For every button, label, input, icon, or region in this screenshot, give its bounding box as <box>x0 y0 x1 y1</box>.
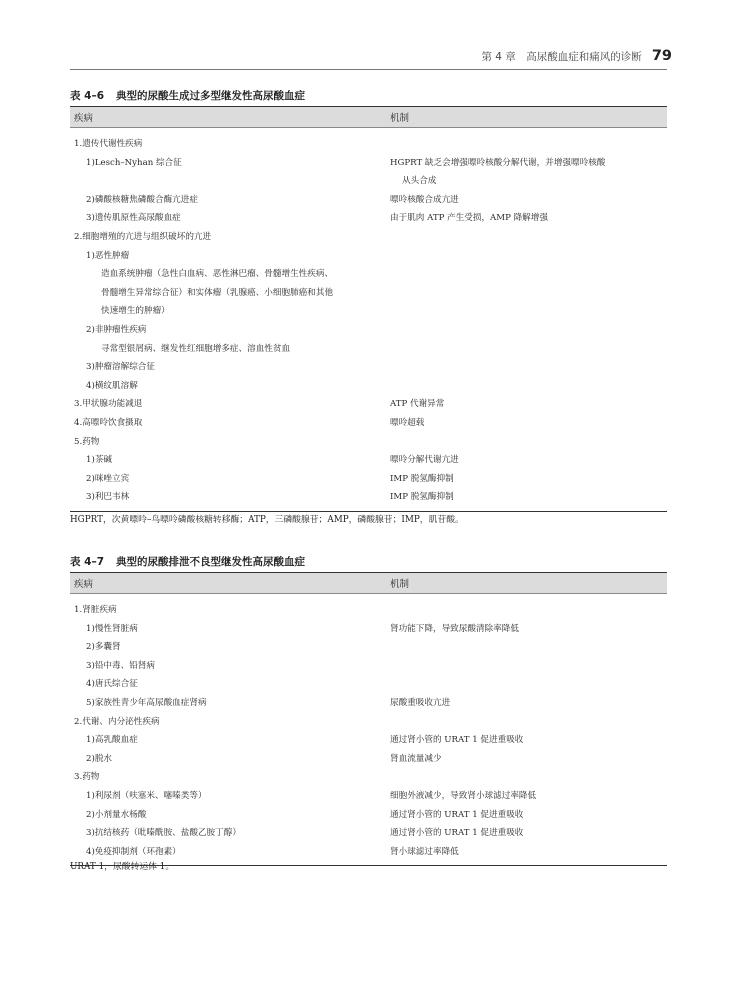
column-header-disease: 疾病 <box>74 579 94 590</box>
table-row <box>70 730 667 749</box>
mechanism-cell: 细胞外液减少，导致肾小球滤过率降低 <box>390 790 537 801</box>
disease-cell: 1.肾脏疾病 <box>74 605 117 615</box>
table-row <box>70 487 667 506</box>
mechanism-cell: 肾小球滤过率降低 <box>390 846 459 857</box>
mechanism-cell: IMP 脱氢酶抑制 <box>390 492 454 503</box>
table-row <box>70 637 667 656</box>
table-row <box>70 749 667 768</box>
table-header <box>70 572 667 594</box>
table-row <box>70 432 667 451</box>
table-row <box>70 264 667 283</box>
disease-cell: 3)肿瘤溶解综合征 <box>86 362 155 373</box>
disease-cell: 2)磷酸核糖焦磷酸合酶亢进症 <box>86 194 198 205</box>
disease-cell: 2.代谢、内分泌性疾病 <box>74 716 160 727</box>
disease-cell: 2)咪唑立宾 <box>86 473 130 484</box>
table-row <box>70 171 667 190</box>
mechanism-cell: 肾血流量减少 <box>390 753 442 764</box>
table-row <box>70 208 667 227</box>
table-row <box>70 190 667 209</box>
mechanism-cell: 通过肾小管的 URAT 1 促进重吸收 <box>390 735 524 746</box>
disease-cell: 1)利尿剂（呋塞米、噻嗪类等） <box>86 790 207 801</box>
disease-cell: 2)脱水 <box>86 753 113 764</box>
table-number: 表 4–6 <box>70 90 105 102</box>
table-row <box>70 786 667 805</box>
disease-cell: 造血系统肿瘤（急性白血病、恶性淋巴瘤、骨髓增生性疾病、 <box>101 269 334 280</box>
disease-cell: 1)Lesch–Nyhan 综合征 <box>86 157 182 168</box>
disease-cell: 快速增生的肿瘤） <box>101 306 170 317</box>
table-row <box>70 469 667 488</box>
header-rule <box>70 69 667 70</box>
mechanism-cell: 通过肾小管的 URAT 1 促进重吸收 <box>390 809 524 820</box>
table-row <box>70 376 667 395</box>
table-body <box>70 128 667 512</box>
table-row <box>70 320 667 339</box>
mechanism-cell: 从头合成 <box>402 176 437 187</box>
table-row <box>70 339 667 358</box>
disease-cell: 3)抗结核药（吡嗪酰胺、盐酸乙胺丁醇） <box>86 828 241 839</box>
table-row <box>70 394 667 413</box>
table-row <box>70 246 667 265</box>
table-row <box>70 693 667 712</box>
disease-cell: 1)慢性肾脏病 <box>86 623 138 634</box>
disease-cell: 2)非肿瘤性疾病 <box>86 324 147 335</box>
table-row <box>70 413 667 432</box>
table-caption <box>70 552 667 572</box>
table-title: 典型的尿酸生成过多型继发性高尿酸血症 <box>116 90 306 102</box>
table-row <box>70 283 667 302</box>
disease-cell: 4.高嘌呤饮食摄取 <box>74 417 143 428</box>
table-row <box>70 656 667 675</box>
mechanism-cell: 嘌呤超载 <box>390 417 425 428</box>
table-row <box>70 227 667 246</box>
table-4-7 <box>70 552 667 866</box>
table-row <box>70 301 667 320</box>
page-number: 79 <box>651 48 672 64</box>
table-row <box>70 600 667 619</box>
disease-cell: 2.细胞增殖的亢进与组织破坏的亢进 <box>74 231 212 242</box>
table-row <box>70 357 667 376</box>
disease-cell: 3.药物 <box>74 772 100 783</box>
disease-cell: 1.遗传代谢性疾病 <box>74 139 143 149</box>
column-header-mechanism: 机制 <box>390 113 410 124</box>
disease-cell: 2)小剂量水杨酸 <box>86 809 147 820</box>
table-title: 典型的尿酸排泄不良型继发性高尿酸血症 <box>116 556 306 568</box>
disease-cell: 5)家族性青少年高尿酸血症肾病 <box>86 697 207 708</box>
mechanism-cell: 嘌呤核酸合成亢进 <box>390 194 459 205</box>
table-body <box>70 594 667 866</box>
chapter-title: 第 4 章 高尿酸血症和痛风的诊断 <box>481 51 642 63</box>
table-row <box>70 823 667 842</box>
table-number: 表 4–7 <box>70 556 105 568</box>
disease-cell: 骨髓增生异常综合征）和实体瘤（乳腺癌、小细胞肺癌和其他 <box>101 287 334 298</box>
table-row <box>70 619 667 638</box>
column-header-disease: 疾病 <box>74 113 94 124</box>
table-note: URAT 1，尿酸转运体 1。 <box>70 862 175 872</box>
mechanism-cell: 尿酸重吸收亢进 <box>390 697 451 708</box>
running-header <box>481 48 672 64</box>
mechanism-cell: HGPRT 缺乏会增强嘌呤核酸分解代谢，并增强嘌呤核酸 <box>390 157 606 168</box>
disease-cell: 4)唐氏综合征 <box>86 679 138 690</box>
mechanism-cell: 由于肌肉 ATP 产生受损，AMP 降解增强 <box>390 213 548 224</box>
column-header-mechanism: 机制 <box>390 579 410 590</box>
disease-cell: 1)高乳酸血症 <box>86 735 138 746</box>
table-row <box>70 153 667 172</box>
mechanism-cell: 肾功能下降，导致尿酸清除率降低 <box>390 623 519 634</box>
mechanism-cell: IMP 脱氢酶抑制 <box>390 473 454 484</box>
table-header <box>70 106 667 128</box>
disease-cell: 3)遗传肌原性高尿酸血症 <box>86 213 181 224</box>
table-row <box>70 712 667 731</box>
table-note: HGPRT，次黄嘌呤–鸟嘌呤磷酸核糖转移酶；ATP，三磷酸腺苷；AMP，磷酸腺苷；IMP，肌苷酸。 <box>70 515 464 525</box>
mechanism-cell: 嘌呤分解代谢亢进 <box>390 455 459 466</box>
table-row <box>70 805 667 824</box>
disease-cell: 4)免疫抑制剂（环孢素） <box>86 846 181 857</box>
mechanism-cell: ATP 代谢异常 <box>390 399 445 410</box>
disease-cell: 4)横纹肌溶解 <box>86 380 138 391</box>
mechanism-cell: 通过肾小管的 URAT 1 促进重吸收 <box>390 828 524 839</box>
table-row <box>70 767 667 786</box>
table-row <box>70 674 667 693</box>
disease-cell: 5.药物 <box>74 436 100 447</box>
table-caption <box>70 86 667 106</box>
disease-cell: 3.甲状腺功能减退 <box>74 399 143 410</box>
disease-cell: 3)铅中毒、铅肾病 <box>86 660 155 671</box>
table-row <box>70 134 667 153</box>
disease-cell: 2)多囊肾 <box>86 642 121 653</box>
disease-cell: 3)利巴韦林 <box>86 492 130 503</box>
disease-cell: 寻常型银屑病、继发性红细胞增多症、溶血性贫血 <box>101 343 291 354</box>
table-row <box>70 842 667 861</box>
table-4-6 <box>70 86 667 512</box>
disease-cell: 1)茶碱 <box>86 455 113 466</box>
disease-cell: 1)恶性肿瘤 <box>86 250 130 261</box>
table-row <box>70 450 667 469</box>
